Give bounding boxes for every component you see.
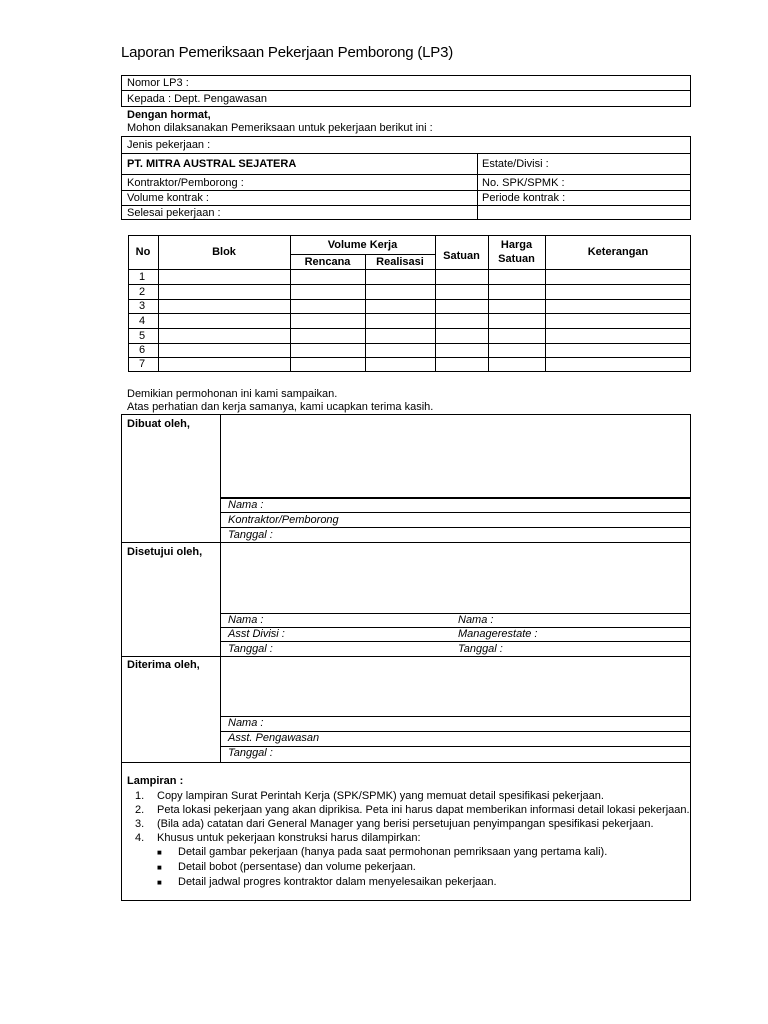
list-item-text: (Bila ada) catatan dari General Manager yang berisi persetujuan penyimpangan spesifikasi pekerjaan. <box>157 818 654 830</box>
list-item <box>157 845 687 860</box>
row-number: 6 <box>139 344 146 356</box>
request-text: Mohon dilaksanakan Pemeriksaan untuk pekerjaan berikut ini : <box>127 122 433 134</box>
divider <box>220 613 691 614</box>
dibuat-label: Dibuat oleh, <box>127 418 190 430</box>
list-number: 4. <box>135 832 145 844</box>
list-item-text: Detail bobot (persentase) dan volume pekerjaan. <box>178 861 416 873</box>
list-number: 3. <box>135 818 145 830</box>
list-item <box>157 860 687 875</box>
divider <box>365 254 366 372</box>
divider <box>121 153 691 154</box>
row-number: 3 <box>139 300 146 312</box>
divider <box>220 512 691 513</box>
list-number: 1. <box>135 790 145 802</box>
divider <box>220 527 691 528</box>
col-header-harga-satuan: Satuan <box>498 253 535 265</box>
divider <box>121 762 691 763</box>
kepada-field: Kepada : Dept. Pengawasan <box>127 93 268 105</box>
row-number: 1 <box>139 271 146 283</box>
col-header-keterangan: Keterangan <box>587 246 649 258</box>
disetujui-role-left: Asst Divisi : <box>228 628 285 640</box>
list-item <box>135 803 690 817</box>
diterima-role: Asst. Pengawasan <box>228 732 320 744</box>
lampiran-label: Lampiran : <box>127 775 184 787</box>
divider <box>121 190 691 191</box>
divider <box>128 269 691 270</box>
row-number: 4 <box>139 315 146 327</box>
list-item-text: Copy lampiran Surat Perintah Kerja (SPK/SPMK) yang memuat detail spesifikasi pekerjaan. <box>157 790 604 802</box>
col-header-rencana: Rencana <box>304 256 351 268</box>
col-header-realisasi: Realisasi <box>376 256 424 268</box>
divider <box>220 497 691 499</box>
bullet-icon: ■ <box>157 863 162 872</box>
list-item <box>157 875 687 890</box>
disetujui-tanggal-right: Tanggal : <box>458 643 503 655</box>
diterima-nama: Nama : <box>228 717 264 729</box>
divider <box>290 254 435 255</box>
col-header-no: No <box>135 246 151 258</box>
list-item-text: Detail jadwal progres kontraktor dalam menyelesaikan pekerjaan. <box>178 876 497 888</box>
col-header-volume: Volume Kerja <box>327 239 398 251</box>
divider <box>128 299 691 300</box>
divider <box>121 174 691 175</box>
diterima-tanggal: Tanggal : <box>228 747 273 759</box>
disetujui-tanggal-left: Tanggal : <box>228 643 273 655</box>
list-item <box>135 831 685 845</box>
dibuat-tanggal: Tanggal : <box>228 529 273 541</box>
closing-line-2: Atas perhatian dan kerja samanya, kami ucapkan terima kasih. <box>127 401 434 413</box>
kontraktor-field: Kontraktor/Pemborong : <box>127 177 244 189</box>
col-header-harga: Harga <box>500 239 533 251</box>
divider <box>220 641 691 642</box>
divider <box>477 153 478 220</box>
volume-kontrak-field: Volume kontrak : <box>127 192 209 204</box>
page-title: Laporan Pemeriksaan Pekerjaan Pemborong (LP3) <box>121 44 454 61</box>
divider <box>220 627 691 628</box>
list-item-text: Peta lokasi pekerjaan yang akan diprikisa. Peta ini harus dapat memberikan informasi detail lokasi pekerjaan. <box>157 804 690 816</box>
divider <box>121 542 691 543</box>
divider <box>121 90 691 91</box>
divider <box>128 357 691 358</box>
row-number: 7 <box>139 358 146 370</box>
list-item <box>135 789 685 803</box>
closing-line-1: Demikian permohonan ini kami sampaikan. <box>127 388 338 400</box>
list-item <box>135 817 685 831</box>
bullet-icon: ■ <box>157 878 162 887</box>
row-number: 2 <box>139 286 146 298</box>
col-header-blok: Blok <box>212 246 236 258</box>
list-item-text: Khusus untuk pekerjaan konstruksi harus dilampirkan: <box>157 832 421 844</box>
divider <box>128 343 691 344</box>
divider <box>220 716 691 717</box>
spk-field: No. SPK/SPMK : <box>482 177 565 189</box>
selesai-field: Selesai pekerjaan : <box>127 207 221 219</box>
divider <box>128 328 691 329</box>
jenis-pekerjaan-field: Jenis pekerjaan : <box>127 139 211 151</box>
dibuat-nama: Nama : <box>228 499 264 511</box>
disetujui-label: Disetujui oleh, <box>127 546 203 558</box>
diterima-label: Diterima oleh, <box>127 659 200 671</box>
disetujui-nama-right: Nama : <box>458 614 494 626</box>
company-name: PT. MITRA AUSTRAL SEJATERA <box>127 158 297 170</box>
estate-field: Estate/Divisi : <box>482 158 549 170</box>
divider <box>220 746 691 747</box>
bullet-icon: ■ <box>157 848 162 857</box>
list-item-text: Detail gambar pekerjaan (hanya pada saat permohonan pemriksaan yang pertama kali). <box>178 846 608 858</box>
list-number: 2. <box>135 804 145 816</box>
greeting: Dengan hormat, <box>127 109 211 121</box>
disetujui-role-right: Managerestate : <box>458 628 538 640</box>
row-number: 5 <box>139 330 146 342</box>
divider <box>128 313 691 314</box>
nomor-field: Nomor LP3 : <box>127 77 189 89</box>
col-header-satuan: Satuan <box>443 250 480 262</box>
divider <box>121 205 691 206</box>
dibuat-role: Kontraktor/Pemborong <box>228 514 339 526</box>
divider <box>128 284 691 285</box>
lampiran-list <box>135 789 690 845</box>
divider <box>121 656 691 657</box>
lampiran-sublist <box>157 845 687 890</box>
periode-field: Periode kontrak : <box>482 192 566 204</box>
divider <box>220 414 221 762</box>
disetujui-nama-left: Nama : <box>228 614 264 626</box>
